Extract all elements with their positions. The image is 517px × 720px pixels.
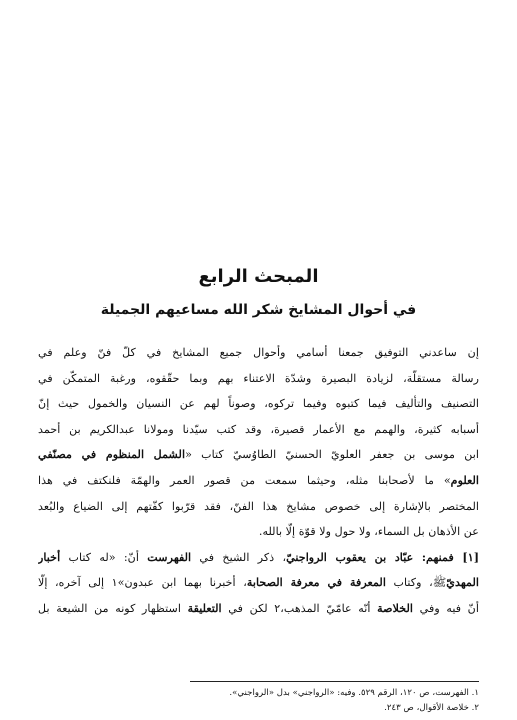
book-title: التعليقة [187,600,222,615]
footnote-1: ١. الفهرست، ص ١٢٠، الرقم ٥٢٩. وفيه: «الرواجني» بدل «الرواجني». [229,688,479,698]
footnote-2: ٢. خلاصة الأقوال، ص ٢٤٣. [384,703,479,713]
body-line: التصنيف والتأليف فيما كتبوه وفيما تركوه، وصوناً لهم عن النسيان والخمول حيث إنّ [38,397,479,411]
body-line: عن الأذهان بل السماء، ولا حول ولا قوّة إلّا بالله. [258,525,479,539]
body-line: [١] فمنهم: عبّاد بن يعقوب الرواجنيّ، ذكر الشيخ في الفهرست أنّ: «له كتاب أخبار [38,549,479,564]
body-line: ابن موسى بن جعفر العلويّ الحسنيّ الطاوُسيّ كتاب «الشمل المنظوم في مصنّفي [38,447,479,462]
section-subtitle: في أحوال المشايخ شكر الله مساعيهم الجميلة [100,302,417,318]
section-title: المبحث الرابع [198,266,319,287]
body-line: المختصر بالإشارة إلى خصوص مشايخ هذا الفنّ، فقد قرّبوا كفّتهم إلى الضياع والبُعد [38,499,479,513]
book-title: المعرفة في معرفة الصحابة [246,575,386,590]
body-text [38,340,479,622]
footnotes [38,686,479,716]
book-title: العلوم [450,472,479,487]
body-line: رسالة مستقلّة، لزيادة البصيرة وشدّة الاعتناء بهم وبما حقّقوه، ورغبة المتمكّن في [38,371,479,385]
body-line: العلوم» ما لأصحابنا مثله، وحيثما سمعت من قصور العمر والهمّة فلنكتف في هذا [38,472,479,487]
body-line: أنّ فيه وفي الخلاصة أنّه عامّيّ المذهب،٢ لكن في التعليقة استظهار كونه من الشيعة بل [38,600,479,615]
book-title: أخبار [38,549,61,564]
entry-name: [١] فمنهم: عبّاد بن يعقوب الرواجنيّ [286,549,479,564]
body-line: أسبابه كثيرة، والهمم مع الأعمار قصيرة، وقد كتب سيّدنا ومولانا عبدالكريم بن أحمد [38,422,479,436]
footnote-divider [190,681,479,682]
body-line: المهديّﷺ، وكتاب المعرفة في معرفة الصحابة، أخبرنا بهما ابن عبدون»١ إلى آخره، إلّا [38,575,479,590]
body-line: إن ساعدني التوفيق جمعنا أسامي وأحوال جميع المشايخ في كلّ فنّ وعلم في [38,346,479,359]
book-title: الخلاصة [377,600,414,615]
book-title: المهديّ [446,575,479,590]
book-title: الفهرست [147,549,192,564]
book-title: الشمل المنظوم في مصنّفي [38,447,186,462]
